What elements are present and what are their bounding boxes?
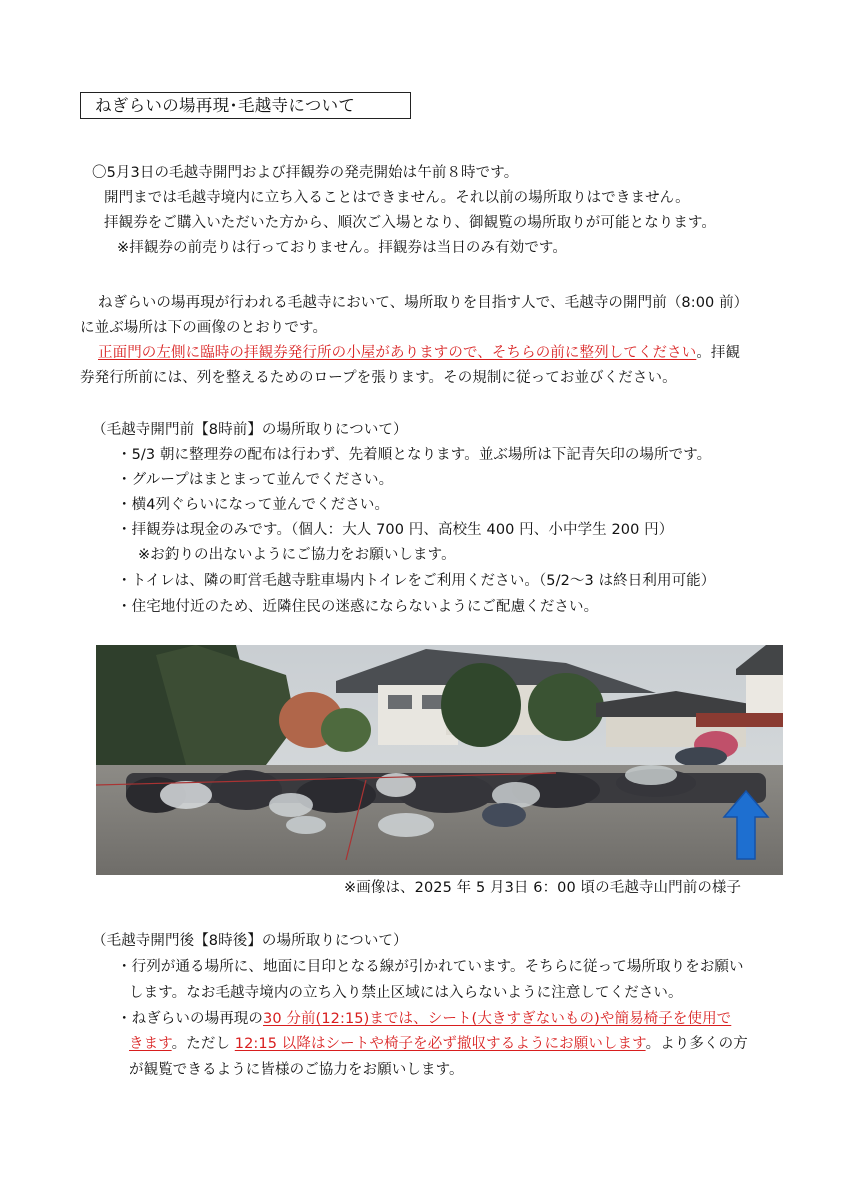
page-title: ねぎらいの場再現･毛越寺について: [80, 92, 411, 119]
para2-line-3: [98, 343, 740, 363]
intro-line-2: 開門までは毛越寺境内に立ち入ることはできません。それ以前の場所取りはできません。: [104, 190, 690, 206]
section2-item-2-line-1: [117, 1009, 731, 1029]
para2-line-3-rest: 。拝観: [696, 345, 741, 361]
section1-item-6: ・トイレは、隣の町営毛越寺駐車場内トイレをご利用ください。（5/2～3 は終日利用可能）: [117, 573, 716, 589]
section2-item-2-line-3: が観覧できるように皆様のご協力をお願いします。: [129, 1062, 464, 1078]
section1-item-4: ・拝観券は現金のみです。（個人：大人 700 円、高校生 400 円、小中学生 200 円）: [117, 522, 674, 538]
intro-line-4: ※拝観券の前売りは行っておりません。拝観券は当日のみ有効です。: [117, 240, 567, 256]
section2-item-2-line-2: [129, 1034, 748, 1054]
section2-item-2-mid: 。ただし: [171, 1036, 231, 1052]
para2-line-4: 券発行所前には、列を整えるためのロープを張ります。その規制に従ってお並びください。: [80, 370, 677, 386]
section2-item-2-prefix: ・ねぎらいの場再現の: [117, 1011, 263, 1027]
section2-item-2-suffix: 。より多くの方: [645, 1036, 748, 1052]
up-arrow-icon: [722, 789, 770, 861]
para2-line-2: に並ぶ場所は下の画像のとおりです。: [80, 320, 328, 336]
sheet-permission-highlight: 30 分前(12:15)までは、シート(大きすぎないもの)や簡易椅子を使用で: [263, 1011, 732, 1027]
para2-line-1: ねぎらいの場再現が行われる毛越寺において、場所取りを目指す人で、毛越寺の開門前（8:00 前）: [98, 295, 749, 311]
section2-item-1-line-1: ・行列が通る場所に、地面に目印となる線が引かれています。そちらに従って場所取りをお願い: [117, 959, 744, 975]
photo-caption: ※画像は、2025 年 5 月3日 6：00 頃の毛越寺山門前の様子: [344, 880, 742, 896]
section1-heading: （毛越寺開門前【8時前】の場所取りについて）: [92, 422, 408, 438]
section1-item-3: ・横4列ぐらいになって並んでください。: [117, 497, 390, 513]
intro-line-1: 〇5月3日の毛越寺開門および拝観券の発売開始は午前８時です。: [92, 165, 519, 181]
section1-item-7: ・住宅地付近のため、近隣住民の迷惑にならないようにご配慮ください。: [117, 599, 599, 615]
section1-item-2: ・グループはまとまって並んでください。: [117, 472, 394, 488]
section1-item-1: ・5/3 朝に整理券の配布は行わず、先着順となります。並ぶ場所は下記青矢印の場所です。: [117, 447, 712, 463]
sheet-permission-highlight-end: きます: [129, 1036, 172, 1052]
removal-deadline-highlight: 12:15 以降はシートや椅子を必ず撤収するようにお願いします: [234, 1036, 646, 1052]
intro-line-3: 拝観券をご購入いただいた方から、順次ご入場となり、御観覧の場所取りが可能となります。: [104, 215, 717, 231]
queue-instruction-highlight: 正面門の左側に臨時の拝観券発行所の小屋がありますので、そちらの前に整列してください: [98, 345, 697, 361]
section1-item-5: ※お釣りの出ないようにご協力をお願いします。: [138, 547, 456, 563]
section2-item-1-line-2: します。なお毛越寺境内の立ち入り禁止区域には入らないように注意してください。: [129, 985, 683, 1001]
section2-heading: （毛越寺開門後【8時後】の場所取りについて）: [92, 933, 408, 949]
queue-location-photo: [96, 645, 783, 875]
